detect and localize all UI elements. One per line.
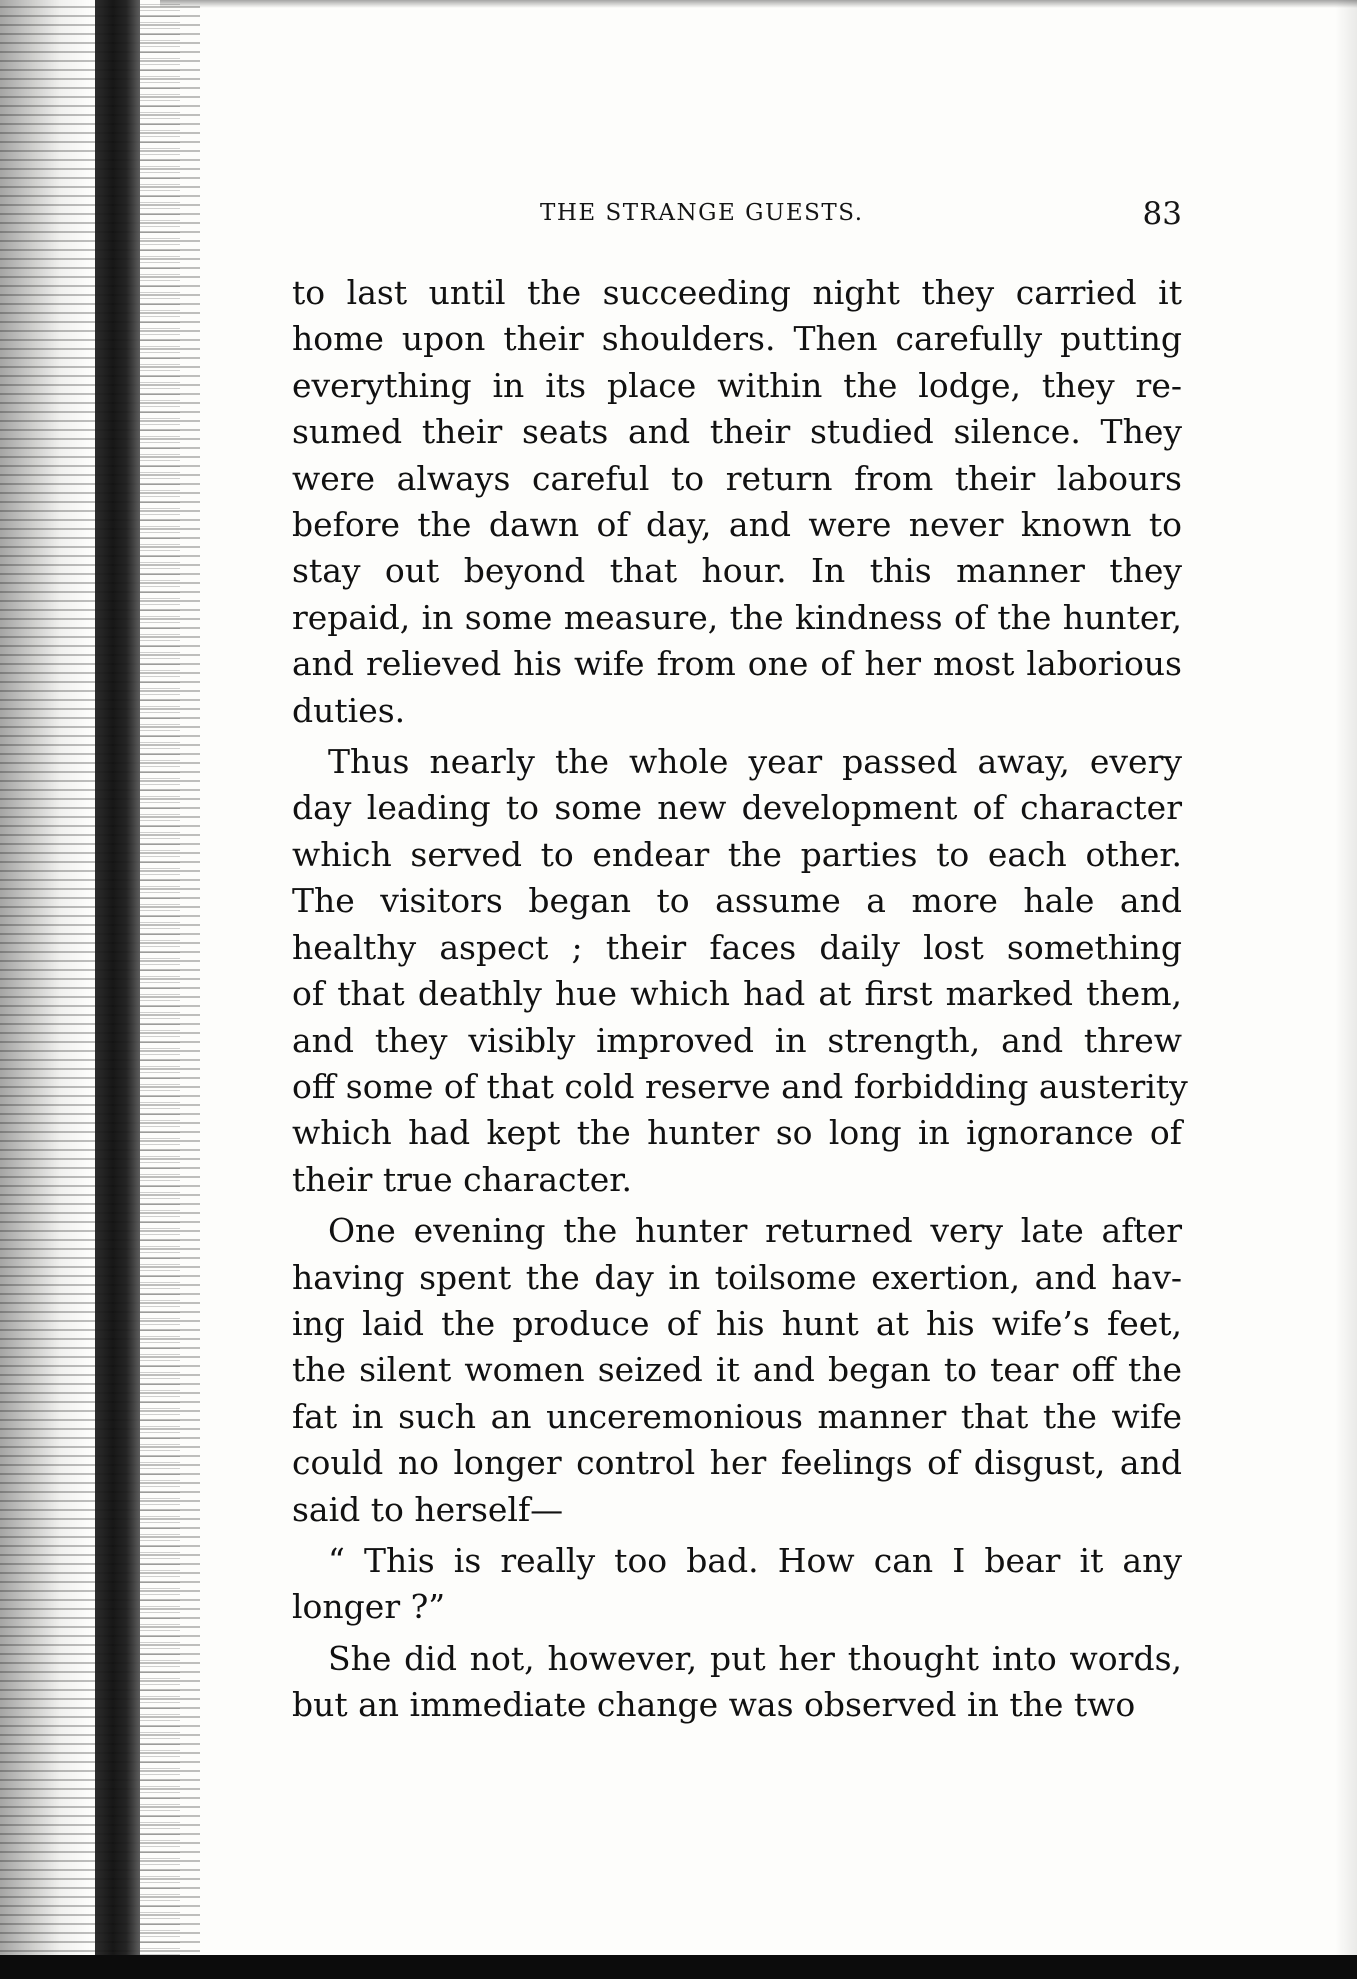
text-line: said to herself— bbox=[292, 1489, 564, 1529]
text-line: “ This is really too bad. How can I bear it any bbox=[328, 1540, 1182, 1580]
paragraph bbox=[292, 1636, 1182, 1729]
body-text bbox=[292, 270, 1188, 1734]
paragraph bbox=[292, 1208, 1182, 1533]
text-line: before the dawn of day, and were never known to bbox=[292, 505, 1182, 545]
text-line: fat in such an unceremonious manner that the wife bbox=[292, 1396, 1182, 1436]
text-line: and relieved his wife from one of her most laborious bbox=[292, 644, 1182, 684]
text-line: could no longer control her feelings of disgust, and bbox=[292, 1443, 1182, 1483]
text-line: repaid, in some measure, the kindness of the hunter, bbox=[292, 597, 1182, 637]
text-line: healthy aspect ; their faces daily lost something bbox=[292, 927, 1182, 967]
text-line: were always careful to return from their labours bbox=[292, 458, 1182, 498]
text-line: longer ?” bbox=[292, 1587, 446, 1627]
text-line: One evening the hunter returned very late after bbox=[328, 1211, 1182, 1251]
text-line: The visitors began to assume a more hale and bbox=[292, 881, 1182, 921]
text-line: duties. bbox=[292, 690, 406, 730]
text-line: which had kept the hunter so long in ignorance of bbox=[292, 1113, 1182, 1153]
text-line: stay out beyond that hour. In this manner they bbox=[292, 551, 1182, 591]
text-line: having spent the day in toilsome exertion, and hav- bbox=[292, 1257, 1182, 1297]
page-number: 83 bbox=[1142, 196, 1182, 232]
book-gutter-shadow bbox=[0, 0, 200, 1979]
gutter-texture bbox=[140, 0, 180, 1979]
text-line: off some of that cold reserve and forbidding austerity bbox=[292, 1066, 1188, 1106]
top-edge-shadow bbox=[160, 0, 1357, 8]
text-line: but an immediate change was observed in the two bbox=[292, 1685, 1136, 1725]
paragraph bbox=[292, 1538, 1182, 1631]
text-line: to last until the succeeding night they carried it bbox=[292, 273, 1182, 312]
page-header bbox=[290, 196, 1182, 236]
paragraph bbox=[292, 270, 1182, 734]
paragraph bbox=[292, 739, 1188, 1203]
text-line: She did not, however, put her thought into words, bbox=[328, 1638, 1182, 1678]
text-line: of that deathly hue which had at first marked them, bbox=[292, 974, 1182, 1014]
right-edge-shadow bbox=[1335, 0, 1357, 1979]
text-line: day leading to some new development of character bbox=[292, 788, 1182, 828]
running-head: THE STRANGE GUESTS. bbox=[540, 200, 864, 226]
text-line: and they visibly improved in strength, and threw bbox=[292, 1020, 1182, 1060]
bottom-edge-shadow bbox=[0, 1955, 1357, 1979]
text-line: their true character. bbox=[292, 1159, 632, 1199]
text-line: everything in its place within the lodge, they re- bbox=[292, 365, 1182, 405]
text-line: which served to endear the parties to each other. bbox=[292, 834, 1182, 874]
gutter-binding-dark bbox=[95, 0, 140, 1979]
text-line: home upon their shoulders. Then carefully putting bbox=[292, 319, 1182, 359]
text-line: Thus nearly the whole year passed away, every bbox=[328, 742, 1182, 782]
text-line: ing laid the produce of his hunt at his wife’s feet, bbox=[292, 1303, 1182, 1343]
text-line: sumed their seats and their studied silence. They bbox=[292, 412, 1182, 452]
text-line: the silent women seized it and began to tear off the bbox=[292, 1350, 1182, 1390]
